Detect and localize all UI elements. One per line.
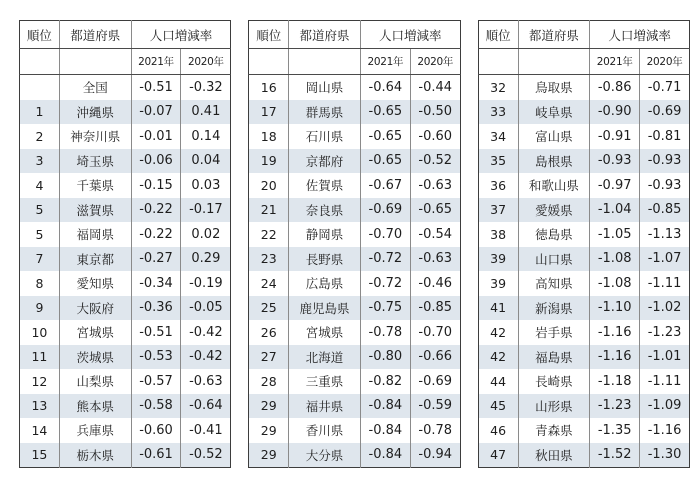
rank-cell: 35: [490, 153, 507, 169]
col-header-prefecture: 都道府県: [289, 21, 361, 49]
prefecture-cell: 長野県: [289, 247, 361, 272]
rate-2020-cell: -0.70: [410, 320, 460, 345]
prefecture-cell: 福島県: [518, 345, 590, 370]
table-row: [478, 198, 689, 223]
table-row: [249, 345, 460, 370]
table-row: [249, 394, 460, 419]
table-row: [249, 271, 460, 296]
rate-2020-cell: -1.07: [640, 247, 690, 272]
rate-2020-cell: -0.46: [410, 271, 460, 296]
prefecture-cell: 岩手県: [518, 320, 590, 345]
prefecture-cell: 奈良県: [289, 198, 361, 223]
table-row: [249, 100, 460, 125]
rank-cell: 25: [260, 300, 277, 316]
rate-2020-cell: -0.94: [410, 443, 460, 468]
rank-cell: 1: [35, 104, 44, 120]
rank-cell: [20, 75, 60, 100]
rate-2020-cell: -1.09: [640, 394, 690, 419]
table-row: [249, 296, 460, 321]
table-row: [20, 369, 231, 394]
rate-2021-cell: -1.52: [590, 443, 640, 468]
rank-cell: 24: [260, 275, 277, 291]
col-header-rate: 人口増減率: [360, 21, 460, 49]
table-row: [478, 149, 689, 174]
rank-cell: 33: [490, 104, 507, 120]
rank-cell: 16: [260, 79, 277, 95]
rate-2021-cell: -0.69: [360, 198, 410, 223]
prefecture-cell: 愛知県: [59, 271, 131, 296]
rate-2021-cell: -0.82: [360, 369, 410, 394]
rate-2020-cell: -1.16: [640, 418, 690, 443]
header-row: [20, 21, 231, 49]
rate-2020-cell: -0.50: [410, 100, 460, 125]
col-subheader-rank-empty: [249, 49, 289, 75]
prefecture-cell: 山梨県: [59, 369, 131, 394]
rate-2020-cell: -0.42: [181, 320, 231, 345]
prefecture-cell: 群馬県: [289, 100, 361, 125]
prefecture-cell: 北海道: [289, 345, 361, 370]
rank-cell: 5: [35, 226, 44, 242]
rate-2020-cell: -0.85: [410, 296, 460, 321]
rank-cell: 34: [490, 128, 507, 144]
rank-cell: 13: [31, 398, 48, 414]
table-row: [249, 173, 460, 198]
rate-2020-cell: -0.78: [410, 418, 460, 443]
table-row: [478, 271, 689, 296]
rate-2021-cell: -0.84: [360, 443, 410, 468]
table-row: [478, 247, 689, 272]
rate-2021-cell: -0.07: [131, 100, 181, 125]
rank-cell: 28: [260, 373, 277, 389]
col-header-rank: 順位: [478, 21, 518, 49]
rate-2020-cell: -0.71: [640, 75, 690, 100]
rank-cell: 47: [490, 447, 507, 463]
subheader-row: [20, 49, 231, 75]
rank-cell: 14: [31, 422, 48, 438]
rate-2020-cell: -0.42: [181, 345, 231, 370]
table-row: [478, 320, 689, 345]
rank-cell: 20: [260, 177, 277, 193]
rate-2021-cell: -0.61: [131, 443, 181, 468]
rate-2020-cell: 0.02: [181, 222, 231, 247]
rate-2021-cell: -0.65: [360, 149, 410, 174]
table-row: [478, 369, 689, 394]
prefecture-cell: 石川県: [289, 124, 361, 149]
rank-cell: 11: [31, 349, 48, 365]
table-row: [249, 198, 460, 223]
ranking-table-3: [478, 20, 690, 468]
rate-2020-cell: -0.63: [410, 247, 460, 272]
col-header-rank: 順位: [20, 21, 60, 49]
prefecture-cell: 栃木県: [59, 443, 131, 468]
rank-cell: 9: [35, 300, 44, 316]
table-row: [249, 369, 460, 394]
table-row: [478, 394, 689, 419]
rank-cell: 41: [490, 300, 507, 316]
rate-2021-cell: -1.10: [590, 296, 640, 321]
rate-2021-cell: -0.90: [590, 100, 640, 125]
rate-2020-cell: -0.66: [410, 345, 460, 370]
rank-cell: 7: [35, 251, 44, 267]
rate-2021-cell: -0.84: [360, 418, 410, 443]
prefecture-cell: 京都府: [289, 149, 361, 174]
col-header-2020: 2020年: [410, 49, 460, 75]
col-header-prefecture: 都道府県: [518, 21, 590, 49]
prefecture-cell: 岐阜県: [518, 100, 590, 125]
ranking-table-2: [248, 20, 460, 468]
prefecture-cell: 沖縄県: [59, 100, 131, 125]
table-row: [20, 271, 231, 296]
rate-2021-cell: -0.86: [590, 75, 640, 100]
rate-2021-cell: -0.64: [360, 75, 410, 100]
rate-2020-cell: -0.63: [181, 369, 231, 394]
rate-2021-cell: -1.05: [590, 222, 640, 247]
rate-2021-cell: -0.22: [131, 222, 181, 247]
prefecture-cell: 長崎県: [518, 369, 590, 394]
ranking-table-panel-1: [19, 20, 231, 468]
rank-cell: 18: [260, 128, 277, 144]
rate-2020-cell: -0.59: [410, 394, 460, 419]
prefecture-cell: 熊本県: [59, 394, 131, 419]
table-row: [249, 149, 460, 174]
rate-2021-cell: -0.70: [360, 222, 410, 247]
table-row: [20, 124, 231, 149]
table-row: [20, 443, 231, 468]
rate-2021-cell: -0.58: [131, 394, 181, 419]
ranking-table-1: [19, 20, 231, 468]
rank-cell: 29: [260, 422, 277, 438]
col-subheader-rank-empty: [20, 49, 60, 75]
col-header-rate: 人口増減率: [590, 21, 690, 49]
rate-2021-cell: -1.04: [590, 198, 640, 223]
rate-2021-cell: -0.57: [131, 369, 181, 394]
rate-2021-cell: -0.93: [590, 149, 640, 174]
col-subheader-prefecture-empty: [59, 49, 131, 75]
prefecture-cell: 岡山県: [289, 75, 361, 100]
prefecture-cell: 香川県: [289, 418, 361, 443]
rate-2020-cell: -0.63: [410, 173, 460, 198]
table-row: [478, 345, 689, 370]
col-header-prefecture: 都道府県: [59, 21, 131, 49]
rate-2021-cell: -0.75: [360, 296, 410, 321]
rank-cell: 36: [490, 177, 507, 193]
table-row: [20, 173, 231, 198]
table-row: [20, 418, 231, 443]
rate-2020-cell: -1.13: [640, 222, 690, 247]
table-row: [478, 100, 689, 125]
rank-cell: 4: [35, 177, 44, 193]
prefecture-cell: 千葉県: [59, 173, 131, 198]
col-subheader-prefecture-empty: [289, 49, 361, 75]
rate-2020-cell: -1.11: [640, 271, 690, 296]
prefecture-cell: 大分県: [289, 443, 361, 468]
col-subheader-prefecture-empty: [518, 49, 590, 75]
rate-2020-cell: -1.30: [640, 443, 690, 468]
rate-2020-cell: 0.29: [181, 247, 231, 272]
header-row: [478, 21, 689, 49]
prefecture-cell: 大阪府: [59, 296, 131, 321]
col-header-rate: 人口増減率: [131, 21, 231, 49]
table-row: [249, 222, 460, 247]
rate-2020-cell: -1.23: [640, 320, 690, 345]
table-row: [478, 222, 689, 247]
col-subheader-rank-empty: [478, 49, 518, 75]
rate-2020-cell: -0.44: [410, 75, 460, 100]
prefecture-cell: 青森県: [518, 418, 590, 443]
prefecture-cell: 和歌山県: [518, 173, 590, 198]
prefecture-cell: 鹿児島県: [289, 296, 361, 321]
rank-cell: 8: [35, 275, 44, 291]
header-row: [249, 21, 460, 49]
ranking-table-panel-3: [478, 20, 690, 468]
rate-2021-cell: -1.35: [590, 418, 640, 443]
prefecture-cell: 佐賀県: [289, 173, 361, 198]
rate-2021-cell: -1.08: [590, 247, 640, 272]
rate-2021-cell: -1.16: [590, 320, 640, 345]
rate-2021-cell: -0.15: [131, 173, 181, 198]
table-row: [20, 222, 231, 247]
prefecture-cell: 広島県: [289, 271, 361, 296]
rate-2021-cell: -0.36: [131, 296, 181, 321]
table-row: [249, 247, 460, 272]
rank-cell: 10: [31, 324, 48, 340]
col-header-2021: 2021年: [360, 49, 410, 75]
rank-cell: 5: [35, 202, 44, 218]
rank-cell: 23: [260, 251, 277, 267]
table-row: [478, 75, 689, 100]
col-header-2020: 2020年: [640, 49, 690, 75]
rank-cell: 21: [260, 202, 277, 218]
rate-2021-cell: -0.72: [360, 247, 410, 272]
table-row: [20, 394, 231, 419]
prefecture-cell: 徳島県: [518, 222, 590, 247]
rank-cell: 19: [260, 153, 277, 169]
rate-2020-cell: -0.69: [410, 369, 460, 394]
rate-2021-cell: -0.72: [360, 271, 410, 296]
prefecture-cell: 神奈川県: [59, 124, 131, 149]
table-row: [20, 345, 231, 370]
table-row: [249, 443, 460, 468]
rate-2021-cell: -0.67: [360, 173, 410, 198]
rate-2021-cell: -0.80: [360, 345, 410, 370]
table-row: [478, 443, 689, 468]
rate-2020-cell: -0.60: [410, 124, 460, 149]
rate-2021-cell: -1.18: [590, 369, 640, 394]
table-row: [20, 100, 231, 125]
rate-2020-cell: -1.01: [640, 345, 690, 370]
rate-2020-cell: -1.02: [640, 296, 690, 321]
prefecture-cell: 埼玉県: [59, 149, 131, 174]
rank-cell: 29: [260, 398, 277, 414]
rank-cell: 22: [260, 226, 277, 242]
prefecture-cell: 山形県: [518, 394, 590, 419]
table-row: [249, 418, 460, 443]
rate-2021-cell: -0.65: [360, 124, 410, 149]
rate-2020-cell: 0.14: [181, 124, 231, 149]
rank-cell: 2: [35, 128, 44, 144]
rate-2020-cell: -0.17: [181, 198, 231, 223]
rank-cell: 3: [35, 153, 44, 169]
rate-2020-cell: -0.93: [640, 149, 690, 174]
rate-2021-cell: -0.84: [360, 394, 410, 419]
table-row: [249, 320, 460, 345]
rate-2020-cell: -0.19: [181, 271, 231, 296]
rate-2021-cell: -0.97: [590, 173, 640, 198]
table-row: [20, 296, 231, 321]
rate-2020-cell: -0.41: [181, 418, 231, 443]
rate-2020-cell: -0.52: [181, 443, 231, 468]
rank-cell: 26: [260, 324, 277, 340]
table-row: [249, 75, 460, 100]
table-row: [478, 418, 689, 443]
rate-2021-cell: -0.78: [360, 320, 410, 345]
rate-2020-cell: 0.04: [181, 149, 231, 174]
prefecture-cell: 静岡県: [289, 222, 361, 247]
col-header-2020: 2020年: [181, 49, 231, 75]
rank-cell: 39: [490, 275, 507, 291]
table-row: [478, 173, 689, 198]
rank-cell: 42: [490, 324, 507, 340]
subheader-row: [478, 49, 689, 75]
prefecture-cell: 茨城県: [59, 345, 131, 370]
rate-2021-cell: -1.23: [590, 394, 640, 419]
prefecture-cell: 島根県: [518, 149, 590, 174]
rate-2020-cell: -0.93: [640, 173, 690, 198]
prefecture-cell: 秋田県: [518, 443, 590, 468]
prefecture-cell: 富山県: [518, 124, 590, 149]
col-header-2021: 2021年: [590, 49, 640, 75]
prefecture-cell: 滋賀県: [59, 198, 131, 223]
rate-2021-cell: -0.91: [590, 124, 640, 149]
col-header-2021: 2021年: [131, 49, 181, 75]
rate-2020-cell: -0.81: [640, 124, 690, 149]
prefecture-cell: 宮城県: [289, 320, 361, 345]
table-row: [20, 320, 231, 345]
table-row: [20, 198, 231, 223]
subheader-row: [249, 49, 460, 75]
rate-2020-cell: -0.32: [181, 75, 231, 100]
prefecture-cell: 全国: [59, 75, 131, 100]
prefecture-cell: 山口県: [518, 247, 590, 272]
prefecture-cell: 新潟県: [518, 296, 590, 321]
col-header-rank: 順位: [249, 21, 289, 49]
ranking-table-panel-2: [248, 20, 460, 468]
rate-2020-cell: -0.05: [181, 296, 231, 321]
rank-cell: 39: [490, 251, 507, 267]
rank-cell: 38: [490, 226, 507, 242]
rate-2020-cell: 0.03: [181, 173, 231, 198]
prefecture-cell: 愛媛県: [518, 198, 590, 223]
prefecture-cell: 宮城県: [59, 320, 131, 345]
rank-cell: 15: [31, 447, 48, 463]
rate-2020-cell: -1.11: [640, 369, 690, 394]
prefecture-cell: 鳥取県: [518, 75, 590, 100]
rank-cell: 45: [490, 398, 507, 414]
rate-2020-cell: -0.64: [181, 394, 231, 419]
rate-2021-cell: -0.27: [131, 247, 181, 272]
prefecture-cell: 三重県: [289, 369, 361, 394]
prefecture-cell: 福岡県: [59, 222, 131, 247]
prefecture-cell: 東京都: [59, 247, 131, 272]
rank-cell: 32: [490, 79, 507, 95]
rate-2021-cell: -1.16: [590, 345, 640, 370]
rank-cell: 37: [490, 202, 507, 218]
rate-2021-cell: -0.51: [131, 320, 181, 345]
table-row: [478, 124, 689, 149]
rate-2021-cell: -0.51: [131, 75, 181, 100]
table-row: [478, 296, 689, 321]
rank-cell: 29: [260, 447, 277, 463]
prefecture-cell: 高知県: [518, 271, 590, 296]
rate-2020-cell: -0.85: [640, 198, 690, 223]
rate-2020-cell: 0.41: [181, 100, 231, 125]
rate-2020-cell: -0.54: [410, 222, 460, 247]
rate-2020-cell: -0.65: [410, 198, 460, 223]
rate-2021-cell: -0.34: [131, 271, 181, 296]
rate-2021-cell: -0.53: [131, 345, 181, 370]
prefecture-cell: 福井県: [289, 394, 361, 419]
table-row: [249, 124, 460, 149]
rank-cell: 44: [490, 373, 507, 389]
rate-2020-cell: -0.69: [640, 100, 690, 125]
rate-2021-cell: -0.06: [131, 149, 181, 174]
rank-cell: 12: [31, 373, 48, 389]
prefecture-cell: 兵庫県: [59, 418, 131, 443]
rank-cell: 42: [490, 349, 507, 365]
rate-2021-cell: -0.60: [131, 418, 181, 443]
rank-cell: 17: [260, 104, 277, 120]
table-row: [20, 247, 231, 272]
rank-cell: 27: [260, 349, 277, 365]
rank-cell: 46: [490, 422, 507, 438]
rate-2021-cell: -0.01: [131, 124, 181, 149]
table-row: [20, 149, 231, 174]
rate-2021-cell: -0.22: [131, 198, 181, 223]
rate-2021-cell: -1.08: [590, 271, 640, 296]
rate-2021-cell: -0.65: [360, 100, 410, 125]
rate-2020-cell: -0.52: [410, 149, 460, 174]
table-row: [20, 75, 231, 100]
